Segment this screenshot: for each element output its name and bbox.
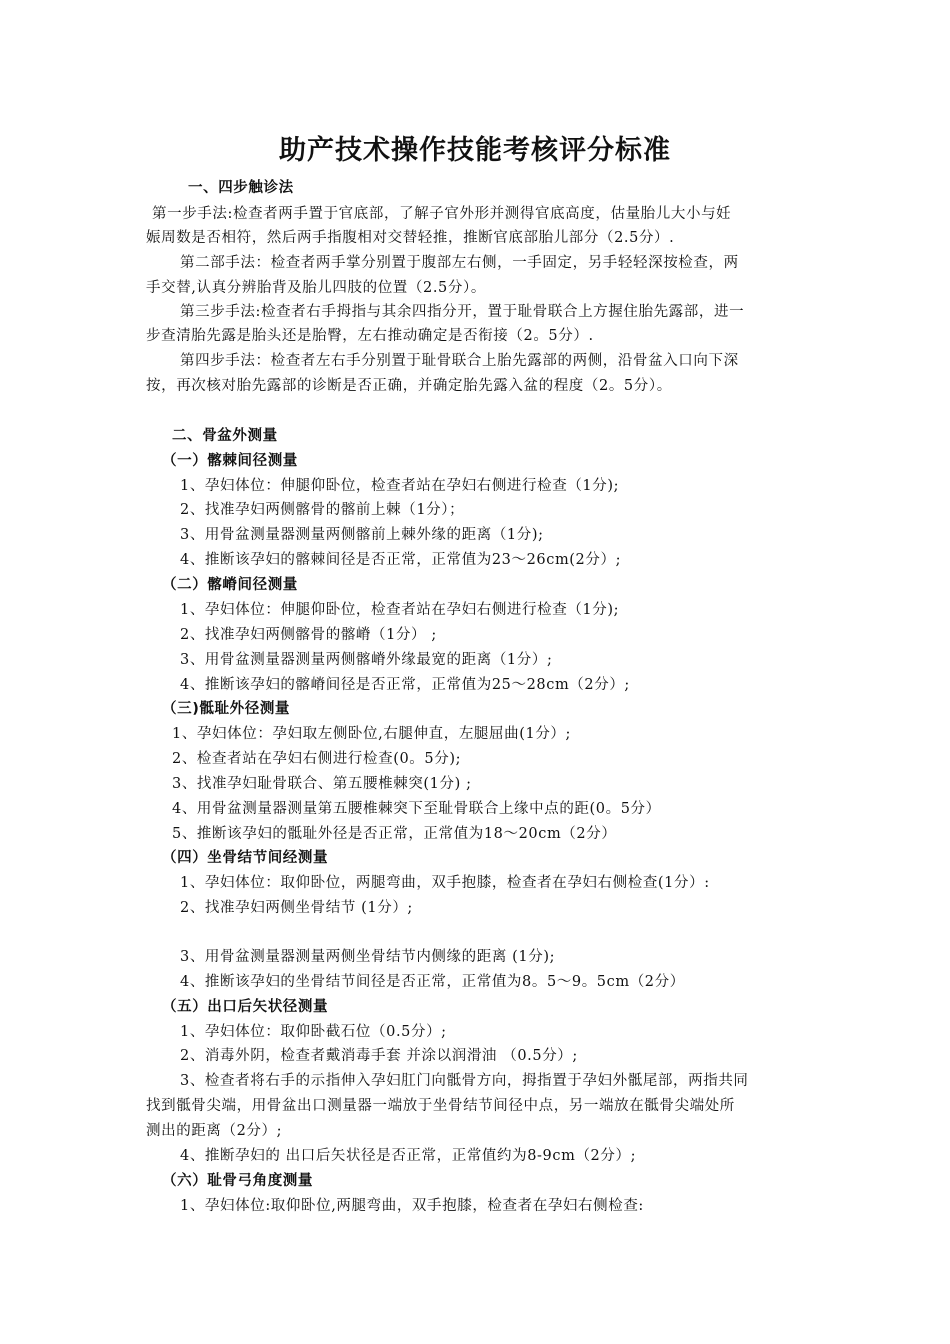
list-item: 1、孕妇体位：孕妇取左侧卧位,右腿伸直，左腿屈曲(1分）; [172,726,571,742]
paragraph-line: 第四步手法：检查者左右手分别置于耻骨联合上胎先露部的两侧，沿骨盆入口向下深 [180,353,739,369]
list-item: 1、孕妇体位：伸腿仰卧位，检查者站在孕妇右侧进行检查（1分); [180,602,620,618]
section-heading-four-step-palpation: 一、四步触诊法 [188,180,294,196]
list-item: 1、孕妇体位:取仰卧位,两腿弯曲，双手抱膝，检查者在孕妇右侧检查: [180,1198,644,1214]
paragraph-line: 第二部手法：检查者两手掌分别置于腹部左右侧，一手固定，另手轻轻深按检查，两 [180,255,739,271]
list-item: 4、推断该孕妇的髂嵴间径是否正常，正常值为25～28cm（2分）; [180,677,630,693]
paragraph-line: 娠周数是否相符，然后两手指腹相对交替轻推，推断官底部胎儿部分（2.5分）. [146,230,675,246]
paragraph-line: 第一步手法:检查者两手置于官底部，了解子官外形并测得官底高度，估量胎儿大小与妊 [152,206,732,222]
paragraph-line: 手交替,认真分辨胎背及胎儿四肢的位置（2.5分）。 [146,280,486,296]
list-item: 1、孕妇体位：取仰卧位，两腿弯曲，双手抱膝，检查者在孕妇右侧检查(1分）: [180,875,710,891]
list-item: 3、用骨盆测量器测量两侧髂前上棘外缘的距离（1分); [180,527,544,543]
list-item: 2、消毒外阴，检查者戴消毒手套 并涂以润滑油 （0.5分）; [180,1048,578,1064]
list-item: 找到骶骨尖端，用骨盆出口测量器一端放于坐骨结节间径中点，另一端放在骶骨尖端处所 [146,1098,735,1114]
subsection-heading: （三)骶耻外径测量 [162,701,291,717]
list-item: 5、推断该孕妇的骶耻外径是否正常，正常值为18～20cm（2分） [172,826,617,842]
list-item: 1、孕妇体位：取仰卧截石位（0.5分）; [180,1024,447,1040]
list-item: 2、找准孕妇两侧髂骨的髂前上棘（1分）； [180,502,465,518]
list-item: 4、用骨盆测量器测量第五腰椎棘突下至耻骨联合上缘中点的距(0。5分） [172,801,661,817]
subsection-heading: （二）髂嵴间径测量 [162,577,298,593]
list-item: 2、找准孕妇两侧髂骨的髂嵴（1分） ; [180,627,437,643]
list-item: 4、推断孕妇的 出口后矢状径是否正常，正常值约为8-9cm（2分）; [180,1148,637,1164]
list-item: 1、孕妇体位：伸腿仰卧位，检查者站在孕妇右侧进行检查（1分); [180,478,620,494]
list-item: 测出的距离（2分）; [146,1123,283,1139]
list-item: 3、检查者将右手的示指伸入孕妇肛门向骶骨方向，拇指置于孕妇外骶尾部，两指共同 [180,1073,749,1089]
page-title: 助产技术操作技能考核评分标准 [279,135,671,166]
section-heading-pelvic-measurement: 二、骨盆外测量 [172,428,278,444]
subsection-heading: （五）出口后矢状径测量 [162,999,329,1015]
paragraph-line: 按，再次核对胎先露部的诊断是否正确，并确定胎先露入盆的程度（2。5分）。 [146,378,672,394]
paragraph-line: 第三步手法:检查者右手拇指与其余四指分开，置于耻骨联合上方握住胎先露部，进一 [180,304,745,320]
list-item: 2、检查者站在孕妇右侧进行检查(0。5分); [172,751,462,767]
list-item: 3、用骨盆测量器测量两侧髂嵴外缘最宽的距离（1分）; [180,652,553,668]
subsection-heading: （四）坐骨结节间经测量 [162,850,329,866]
list-item: 2、找准孕妇两侧坐骨结节 (1分）; [180,900,413,916]
list-item: 4、推断该孕妇的髂棘间径是否正常，正常值为23～26cm(2分）; [180,552,622,568]
subsection-heading: （六）耻骨弓角度测量 [162,1173,313,1189]
list-item: 3、找准孕妇耻骨联合、第五腰椎棘突(1分) ; [172,776,472,792]
paragraph-line: 步查清胎先露是胎头还是胎臀，左右推动确定是否衔接（2。5分）. [146,328,594,344]
subsection-heading: （一）髂棘间径测量 [162,453,298,469]
list-item: 4、推断该孕妇的坐骨结节间径是否正常，正常值为8。5～9。5cm（2分） [180,974,685,990]
list-item: 3、用骨盆测量器测量两侧坐骨结节内侧缘的距离 (1分); [180,949,556,965]
